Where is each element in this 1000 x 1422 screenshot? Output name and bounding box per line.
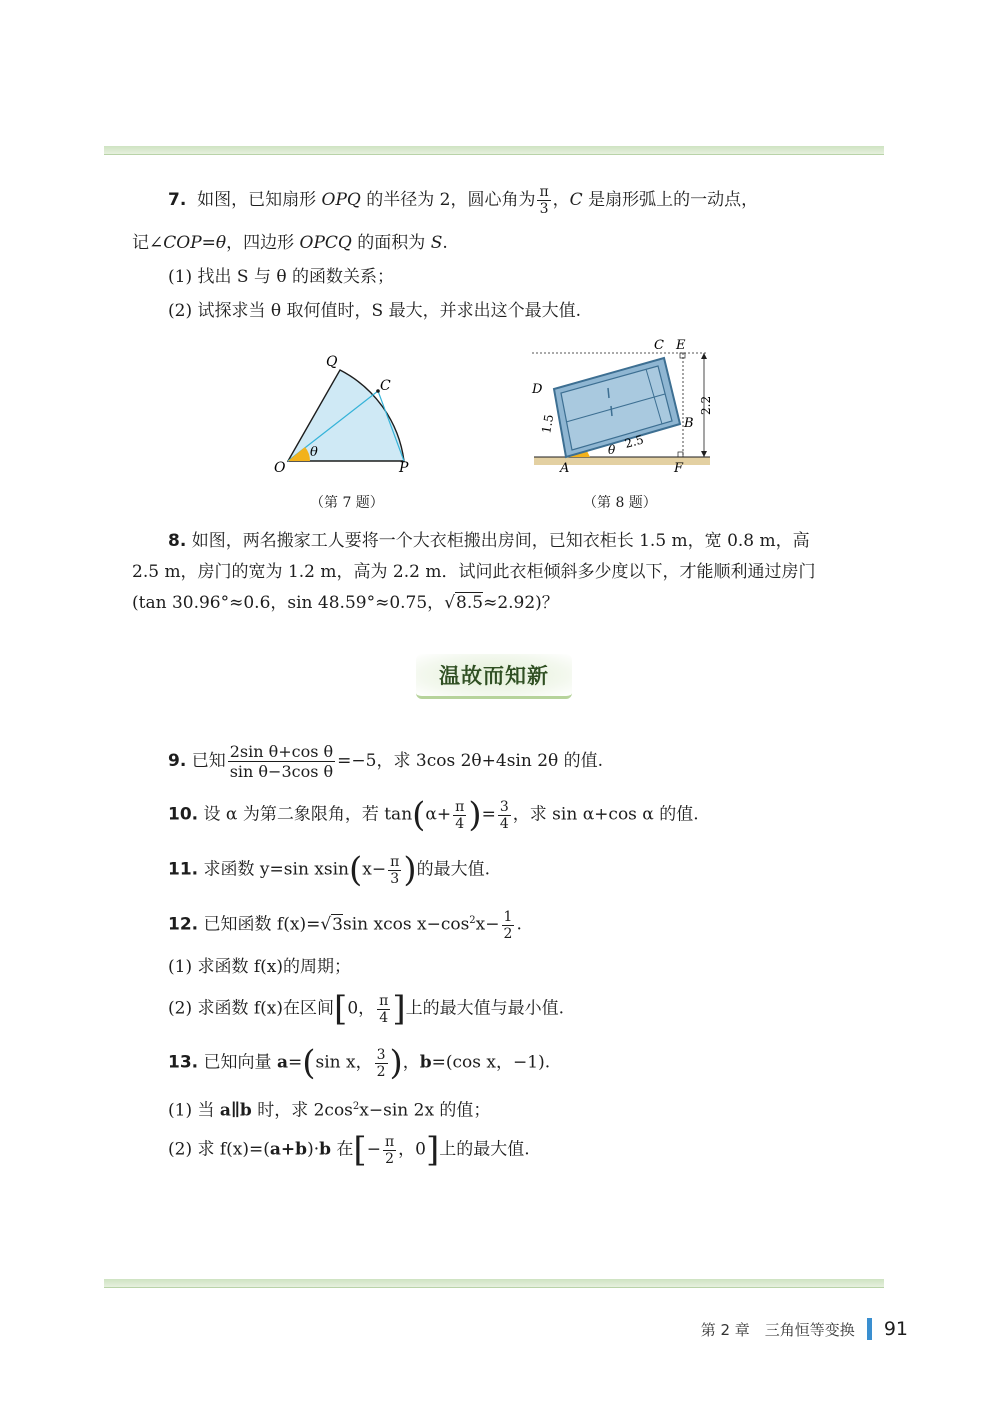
bottom-rule <box>104 1279 884 1288</box>
problem-13-q1: (1) 当 a∥b 时，求 $2\cos^2x-\sin$ 2x 的值； <box>168 1100 491 1121</box>
figure-7-sector <box>268 340 428 480</box>
fig8-label-len: 2.5 <box>623 432 646 451</box>
fig8-label-f: F <box>674 461 684 476</box>
figure-7-caption: （第 7 题） <box>310 495 384 511</box>
fig8-label-c: C <box>654 338 664 353</box>
fig8-label-wid: 1.5 <box>539 413 557 435</box>
problem-7-line2: 记∠COP=θ，四边形 OPCQ 的面积为 S. <box>132 233 448 253</box>
fig7-label-q: Q <box>326 354 338 370</box>
footer-bar <box>867 1318 872 1340</box>
problem-12-q2: (2) 求函数 f(x)在区间[0， $\frac{\pi}{4}$ ]上的最大值与最小值. <box>168 989 565 1029</box>
problem-12: 12. 已知函数 f(x)=√3sin xcos $x-\cos^2x-$ $\frac{1}{2}$ . <box>168 908 522 942</box>
figure-8-caption: （第 8 题） <box>583 495 657 511</box>
fig7-label-c: C <box>380 378 391 394</box>
figure-8-cabinet <box>528 336 718 476</box>
fig8-label-theta: θ <box>608 443 616 457</box>
fig8-label-d: D <box>532 382 543 397</box>
fig8-label-a: A <box>560 461 570 476</box>
fig7-label-theta: θ <box>310 445 318 460</box>
page-footer <box>701 1318 908 1340</box>
fig8-label-h: 2.2 <box>699 395 713 415</box>
fig7-label-p: P <box>399 460 409 476</box>
problem-8: 8. 如图，两名搬家工人要将一个大衣柜搬出房间，已知衣柜长 1.5 m，宽 0.8 m，高 2.5 m，房门的宽为 1.2 m，高为 2.2 m．试问此衣柜倾斜多少度以下，才能顺利通过房门(tan 30.96°≈0.6，sin 48.59°≈0.75，√8.5≈2.92)？ <box>132 531 816 613</box>
problem-11: 11. 求函数 y=sin xsin(x− $\frac{\pi}{3}$ )的最大值. <box>168 850 490 890</box>
problem-9: 9. 已知 $\frac{\text{2sin θ+cos θ}}{\text{sin θ−3cos θ}}$ =−5，求 3cos 2θ+4sin 2θ 的值. <box>168 742 604 781</box>
chapter-title: 第 2 章 三角恒等变换 <box>700 1320 855 1339</box>
problem-10: 10. 设 α 为第二象限角，若 tan(α+ $\frac{\pi}{4}$ )= $\frac{3}{4}$ ，求 sin α+cos α 的值. <box>168 795 699 835</box>
fig8-label-b: B <box>684 416 694 431</box>
problem-12-q1: (1) 求函数 f(x)的周期； <box>168 957 352 977</box>
fig7-label-o: O <box>274 460 286 476</box>
problem-13-q2: (2) 求 f(x)=(a+b)·b 在[− $\frac{\pi}{2}$ ，0]上的最大值. <box>168 1130 530 1170</box>
problem-7-line1: 7. 如图，已知扇形 OPQ 的半径为 2，圆心角为 $\frac{\pi}{3}$ ，C 是扇形弧上的一动点， <box>168 184 759 217</box>
problem-7-q1: (1) 找出 S 与 θ 的函数关系； <box>168 267 394 287</box>
top-rule <box>104 146 884 155</box>
problem-13: 13. 已知向量 a=(sin x， $\frac{3}{2}$ )，b=(cos x，−1). <box>168 1043 551 1083</box>
page-number: 91 <box>883 1318 908 1340</box>
fig8-label-e: E <box>676 338 686 353</box>
problem-7-q2: (2) 试探求当 θ 取何值时，S 最大，并求出这个最大值. <box>168 301 581 321</box>
section-banner: 温故而知新 <box>416 654 572 699</box>
